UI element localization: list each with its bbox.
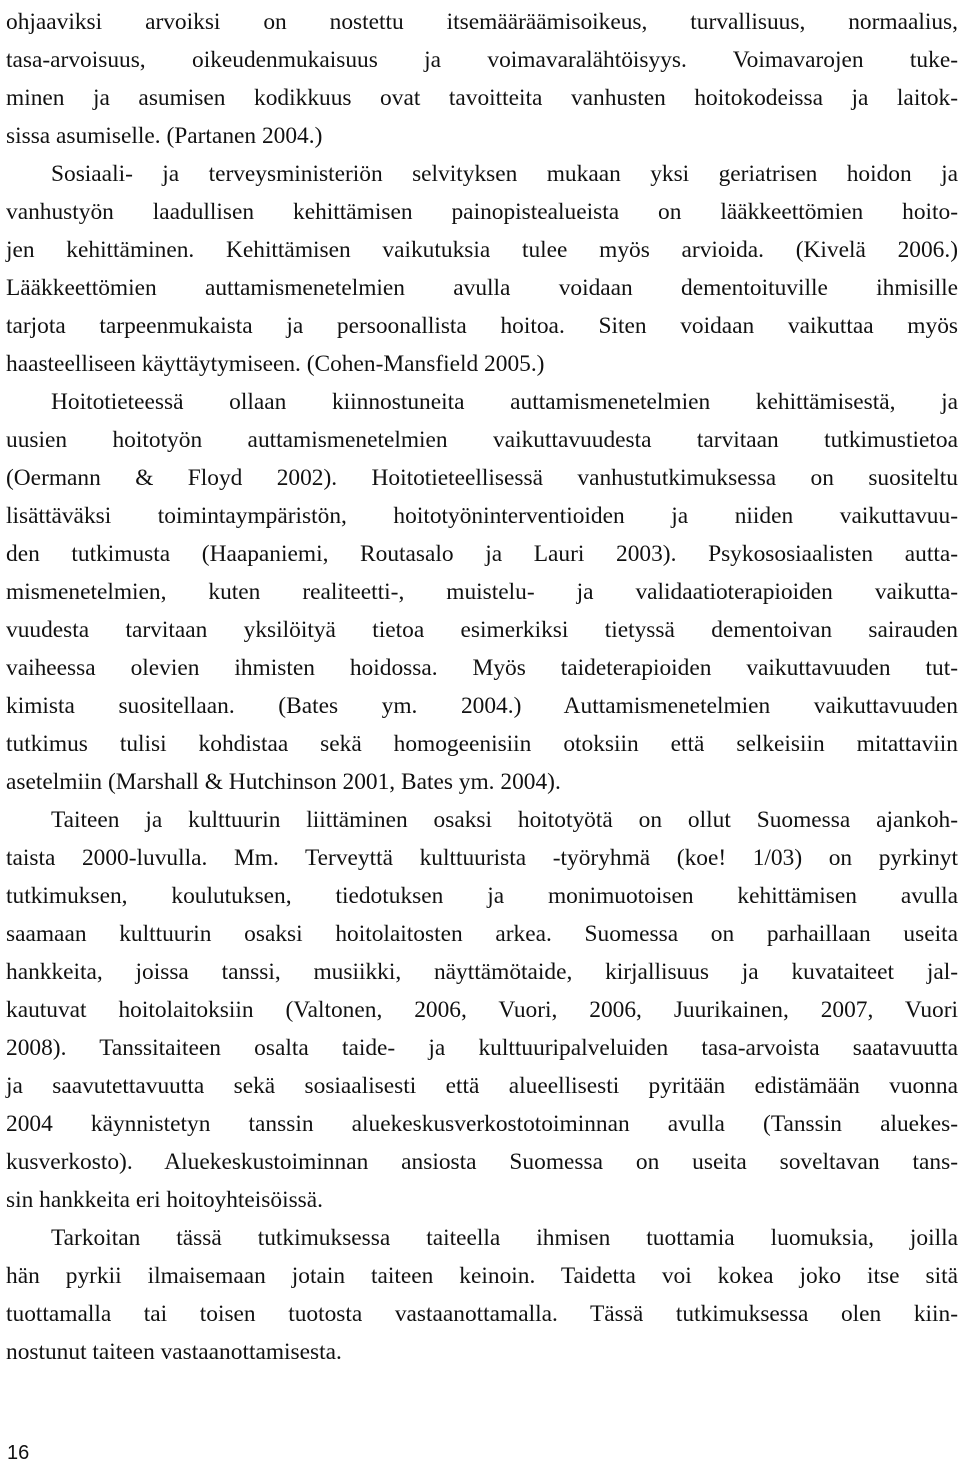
text-line: kimista suositellaan. (Bates ym. 2004.) Auttamismenetelmien vaikuttavuuden bbox=[6, 693, 958, 719]
text-line: nostunut taiteen vastaanottamisesta. bbox=[6, 1339, 342, 1365]
text-line: Lääkkeettömien auttamismenetelmien avulla voidaan dementoituville ihmisille bbox=[6, 275, 958, 301]
text-line: sin hankkeita eri hoitoyhteisöissä. bbox=[6, 1187, 324, 1213]
text-line: hankkeita, joissa tanssi, musiikki, näyttämötaide, kirjallisuus ja kuvataiteet jal- bbox=[6, 959, 958, 985]
text-line: (Oermann & Floyd 2002). Hoitotieteellisessä vanhustutkimuksessa on suositeltu bbox=[6, 465, 958, 491]
page-number: 16 bbox=[7, 1442, 30, 1464]
text-line: mismenetelmien, kuten realiteetti-, muistelu- ja validaatioterapioiden vaikutta- bbox=[6, 579, 958, 605]
text-line: tutkimuksen, koulutuksen, tiedotuksen ja monimuotoisen kehittämisen avulla bbox=[6, 883, 958, 909]
text-line: lisättäväksi toimintaympäristön, hoitotyöninterventioiden ja niiden vaikuttavuu- bbox=[6, 503, 958, 529]
text-line: 2004 käynnistetyn tanssin aluekeskusverkostotoiminnan avulla (Tanssin aluekes- bbox=[6, 1111, 958, 1137]
text-line: uusien hoitotyön auttamismenetelmien vaikuttavuudesta tarvitaan tutkimustietoa bbox=[6, 427, 958, 453]
text-line: taista 2000-luvulla. Mm. Terveyttä kulttuurista -työryhmä (koe! 1/03) on pyrkinyt bbox=[6, 845, 958, 871]
text-line: ohjaaviksi arvoiksi on nostettu itsemääräämisoikeus, turvallisuus, normaalius, bbox=[6, 9, 958, 35]
text-line: kautuvat hoitolaitoksiin (Valtonen, 2006, Vuori, 2006, Juurikainen, 2007, Vuori bbox=[6, 997, 958, 1023]
text-line: 2008). Tanssitaiteen osalta taide- ja kulttuuripalveluiden tasa-arvoista saatavuutta bbox=[6, 1035, 958, 1061]
text-line: sissa asumiselle. (Partanen 2004.) bbox=[6, 123, 323, 149]
text-line: vuudesta tarvitaan yksilöityä tietoa esimerkiksi tietyssä dementoivan sairauden bbox=[6, 617, 958, 643]
text-line: haasteelliseen käyttäytymiseen. (Cohen-Mansfield 2005.) bbox=[6, 351, 545, 377]
text-line: jen kehittäminen. Kehittämisen vaikutuksia tulee myös arvioida. (Kivelä 2006.) bbox=[6, 237, 958, 263]
text-line: hän pyrkii ilmaisemaan jotain taiteen keinoin. Taidetta voi kokea joko itse sitä bbox=[6, 1263, 958, 1289]
text-line: saamaan kulttuurin osaksi hoitolaitosten arkea. Suomessa on parhaillaan useita bbox=[6, 921, 958, 947]
text-line: vanhustyön laadullisen kehittämisen painopistealueista on lääkkeettömien hoito- bbox=[6, 199, 958, 225]
text-line: tasa-arvoisuus, oikeudenmukaisuus ja voimavaralähtöisyys. Voimavarojen tuke- bbox=[6, 47, 958, 73]
text-line: Tarkoitan tässä tutkimuksessa taiteella ihmisen tuottamia luomuksia, joilla bbox=[51, 1225, 958, 1251]
text-line: Sosiaali- ja terveysministeriön selvityksen mukaan yksi geriatrisen hoidon ja bbox=[51, 161, 958, 187]
text-line: asetelmiin (Marshall & Hutchinson 2001, Bates ym. 2004). bbox=[6, 769, 561, 795]
text-line: tarjota tarpeenmukaista ja persoonallista hoitoa. Siten voidaan vaikuttaa myös bbox=[6, 313, 958, 339]
text-line: den tutkimusta (Haapaniemi, Routasalo ja Lauri 2003). Psykososiaalisten autta- bbox=[6, 541, 958, 567]
text-line: tutkimus tulisi kohdistaa sekä homogeenisiin otoksiin että selkeisiin mitattaviin bbox=[6, 731, 958, 757]
text-line: Taiteen ja kulttuurin liittäminen osaksi hoitotyötä on ollut Suomessa ajankoh- bbox=[51, 807, 958, 833]
text-line: kusverkosto). Aluekeskustoiminnan ansiosta Suomessa on useita soveltavan tans- bbox=[6, 1149, 958, 1175]
text-line: Hoitotieteessä ollaan kiinnostuneita auttamismenetelmien kehittämisestä, ja bbox=[51, 389, 958, 415]
text-line: ja saavutettavuutta sekä sosiaalisesti että alueellisesti pyritään edistämään vuonna bbox=[6, 1073, 958, 1099]
text-line: tuottamalla tai toisen tuotosta vastaanottamalla. Tässä tutkimuksessa olen kiin- bbox=[6, 1301, 958, 1327]
text-line: vaiheessa olevien ihmisten hoidossa. Myös taideterapioiden vaikuttavuuden tut- bbox=[6, 655, 958, 681]
text-line: minen ja asumisen kodikkuus ovat tavoitteita vanhusten hoitokodeissa ja laitok- bbox=[6, 85, 958, 111]
